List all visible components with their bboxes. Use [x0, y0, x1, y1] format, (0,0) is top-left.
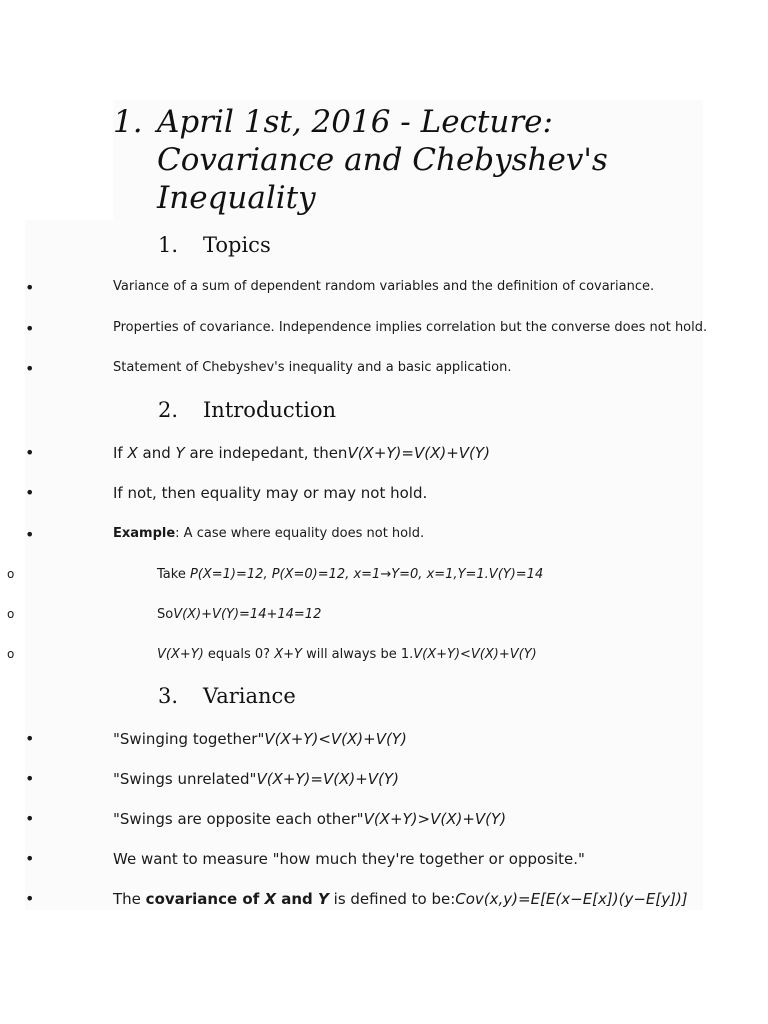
circle-bullet-icon: o — [7, 607, 15, 621]
variance-text: The covariance of X and Y is defined to be:Cov(x,y)=E[E(x−E[x])(y−E[y])] — [113, 890, 688, 908]
intro-text: Example: A case where equality does not hold. — [113, 526, 425, 541]
math-formula: P(X=1)=12, P(X=0)=12, x=1→Y=0, x=1,Y=1.V(Y)=14 — [189, 567, 544, 582]
bullet-icon: • — [25, 278, 35, 297]
section-number: 3. — [158, 684, 179, 708]
variance-text: "Swings are opposite each other"V(X+Y)>V(X)+V(Y) — [113, 810, 507, 828]
sub-text: SoV(X)+V(Y)=14+14=12 — [157, 607, 322, 622]
variance-text: "Swinging together"V(X+Y)<V(X)+V(Y) — [113, 730, 407, 748]
math-formula: V(X+Y)=V(X)+V(Y) — [256, 770, 399, 788]
bullet-icon: • — [25, 319, 35, 338]
topic-text: Properties of covariance. Independence implies correlation but the converse does not hold. — [113, 320, 708, 335]
bullet-icon: • — [25, 359, 35, 378]
variance-text: "Swings unrelated"V(X+Y)=V(X)+V(Y) — [113, 770, 399, 788]
title-line-2: Covariance and Chebyshev's — [157, 142, 608, 178]
bullet-icon: • — [25, 809, 35, 828]
sub-text: V(X+Y) equals 0? X+Y will always be 1.V(X+Y)<V(X)+V(Y) — [157, 647, 537, 662]
bullet-icon: • — [25, 443, 35, 462]
topic-text: Statement of Chebyshev's inequality and a basic application. — [113, 360, 512, 375]
bullet-icon: • — [25, 483, 35, 502]
section-number: 1. — [158, 233, 179, 257]
circle-bullet-icon: o — [7, 567, 15, 581]
bullet-icon: • — [25, 525, 35, 544]
title-number: 1. — [113, 104, 143, 140]
math-formula: V(X+Y)>V(X)+V(Y) — [363, 810, 507, 828]
math-formula: V(X)+V(Y)=14+14=12 — [173, 607, 322, 622]
intro-text: If not, then equality may or may not hold. — [113, 484, 428, 502]
circle-bullet-icon: o — [7, 647, 15, 661]
math-formula: V(X+Y)<V(X)+V(Y) — [264, 730, 407, 748]
bullet-icon: • — [25, 849, 35, 868]
bullet-icon: • — [25, 769, 35, 788]
math-formula: V(X+Y)=V(X)+V(Y) — [347, 444, 490, 462]
section-label: Variance — [203, 684, 296, 708]
math-formula: V(X+Y)<V(X)+V(Y) — [413, 647, 537, 662]
title-line-1: April 1st, 2016 - Lecture: — [157, 104, 553, 140]
section-number: 2. — [158, 398, 179, 422]
bullet-icon: • — [25, 889, 35, 908]
sub-text: Take P(X=1)=12, P(X=0)=12, x=1→Y=0, x=1,Y=1.V(Y)=14 — [157, 567, 544, 582]
title-line-3: Inequality — [157, 180, 316, 216]
section-label: Introduction — [203, 398, 336, 422]
math-formula: Cov(x,y)=E[E(x−E[x])(y−E[y])] — [455, 890, 688, 908]
topic-text: Variance of a sum of dependent random variables and the definition of covariance. — [113, 279, 655, 294]
bullet-icon: • — [25, 729, 35, 748]
section-label: Topics — [203, 233, 271, 257]
variance-text: We want to measure "how much they're together or opposite." — [113, 850, 585, 868]
intro-text: If X and Y are indepedant, thenV(X+Y)=V(X)+V(Y) — [113, 444, 490, 462]
